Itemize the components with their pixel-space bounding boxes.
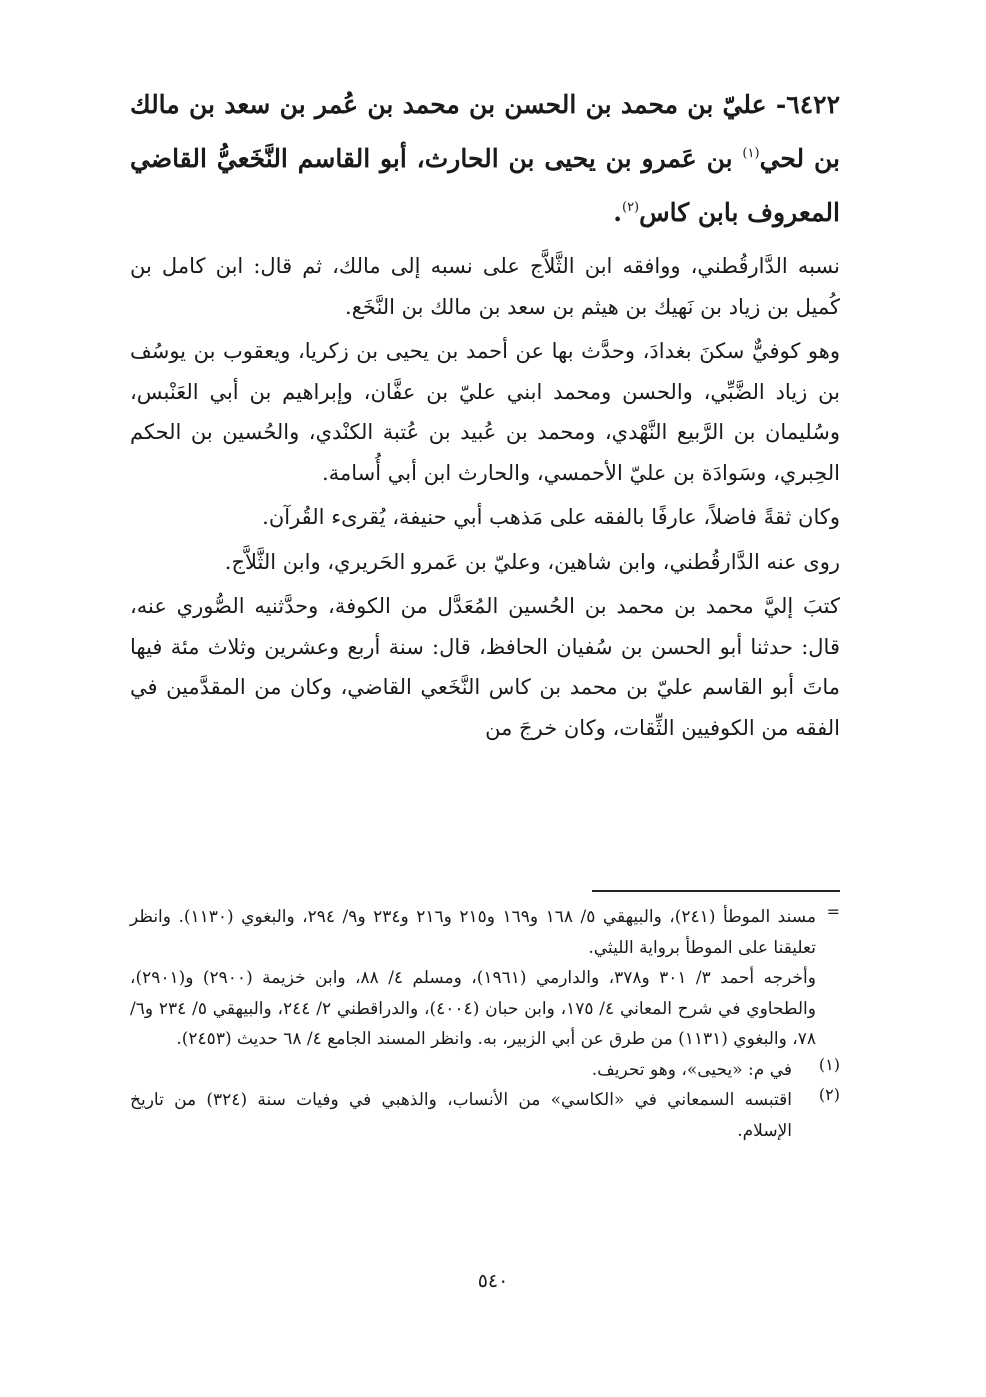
paragraph-teachers: وهو كوفيٌّ سكنَ بغدادَ، وحدَّث بها عن أحمد بن يحيى بن زكريا، ويعقوب بن يوسُف بن زياد الضَّبِّي، والحسن ومحمد ابني عليّ بن عفَّان، وإبراهيم بن أبي العَنْبس، وسُليمان بن الرَّبيع النَّهْدي، ومحمد بن عُبيد بن عُتبة الكنْدي، والحُسين بن الحكم الحِبري، وسَوادَة بن عليّ الأحمسي، والحارث ابن أبي أُسامة. [130, 339, 840, 485]
footnotes [130, 902, 840, 1146]
continuation-paragraph-2: وأخرجه أحمد ٣/ ٣٠١ و٣٧٨، والدارمي (١٩٦١)، ومسلم ٤/ ٨٨، وابن خزيمة (٢٩٠٠) و(٢٩٠١)، والطحاوي في شرح المعاني ٤/ ١٧٥، وابن حبان (٤٠٠٤)، والدراقطني ٢/ ٢٤٤، والبيهقي ٥/ ٢٣٤ و٦/ ٧٨، والبغوي (١١٣١) من طرق عن أبي الزبير، به. وانظر المسند الجامع ٤/ ٦٨ حديث (٢٤٥٣). [130, 968, 816, 1049]
page-number: ٥٤٠ [477, 1270, 509, 1292]
footnote-2-number: (٢) [818, 1085, 840, 1104]
continuation-marker: = [826, 902, 840, 921]
footnote-2 [130, 1085, 840, 1146]
main-text [130, 78, 840, 752]
footnote-continuation [130, 902, 840, 1055]
entry-heading [130, 78, 840, 240]
heading-end: . [613, 198, 622, 227]
paragraph-status: وكان ثقةً فاضلاً، عارفًا بالفقه على مَذهب أبي حنيفة، يُقرىء القُرآن. [262, 505, 840, 529]
footnote-1 [130, 1055, 840, 1086]
entry-name-part2: بن عَمرو بن يحيى بن الحارث، أبو القاسم النَّخَعيُّ القاضي المعروف بابن كاس [130, 144, 840, 227]
footnote-1-number: (١) [818, 1054, 840, 1074]
paragraph-death: كتبَ إليَّ محمد بن محمد بن الحُسين المُعَدَّل من الكوفة، وحدَّثنيه الصُّوري عنه، قال: حدثنا أبو الحسن بن سُفيان الحافظ، قال: سنة أربع وعشرين وثلاث مئة فيها ماتَ أبو القاسم عليّ بن محمد بن كاس النَّخَعي القاضي، وكان من المقدَّمين في الفقه من الكوفيين الثِّقات، وكان خرجَ من [130, 594, 840, 740]
paragraph-lineage: نسبه الدَّارقُطني، ووافقه ابن الثَّلاَّج على نسبه إلى مالك، ثم قال: ابن كامل بن كُميل بن زياد بن نَهيك بن هيثم بن سعد بن مالك بن النَّخَع. [130, 254, 840, 319]
paragraph-students: روى عنه الدَّارقُطني، وابن شاهين، وعليّ بن عَمرو الحَريري، وابن الثَّلاَّج. [224, 549, 840, 574]
footnote-divider [592, 890, 840, 892]
footnote-2-text: اقتبسه السمعاني في «الكاسي» من الأنساب، والذهبي في وفيات سنة (٣٢٤) من تاريخ الإسلام. [130, 1090, 792, 1141]
continuation-text: مسند الموطأ (٢٤١)، والبيهقي ٥/ ١٦٨ و١٦٩ و٢١٥ و٢١٦ و٢٣٤ و٩/ ٢٩٤، والبغوي (١١٣٠). وانظر تعليقنا على الموطأ برواية الليثي. [130, 907, 816, 958]
footnote-ref-2: (٢) [621, 200, 640, 215]
footnote-ref-1: (١) [742, 146, 760, 161]
entry-number: ٦٤٢٢- [775, 90, 840, 119]
footnote-1-text: في م: «يحيى»، وهو تحريف. [591, 1059, 792, 1080]
entry-name-part1: عليّ بن محمد بن الحسن بن محمد بن عُمر بن سعد بن مالك بن لحي [130, 90, 840, 173]
